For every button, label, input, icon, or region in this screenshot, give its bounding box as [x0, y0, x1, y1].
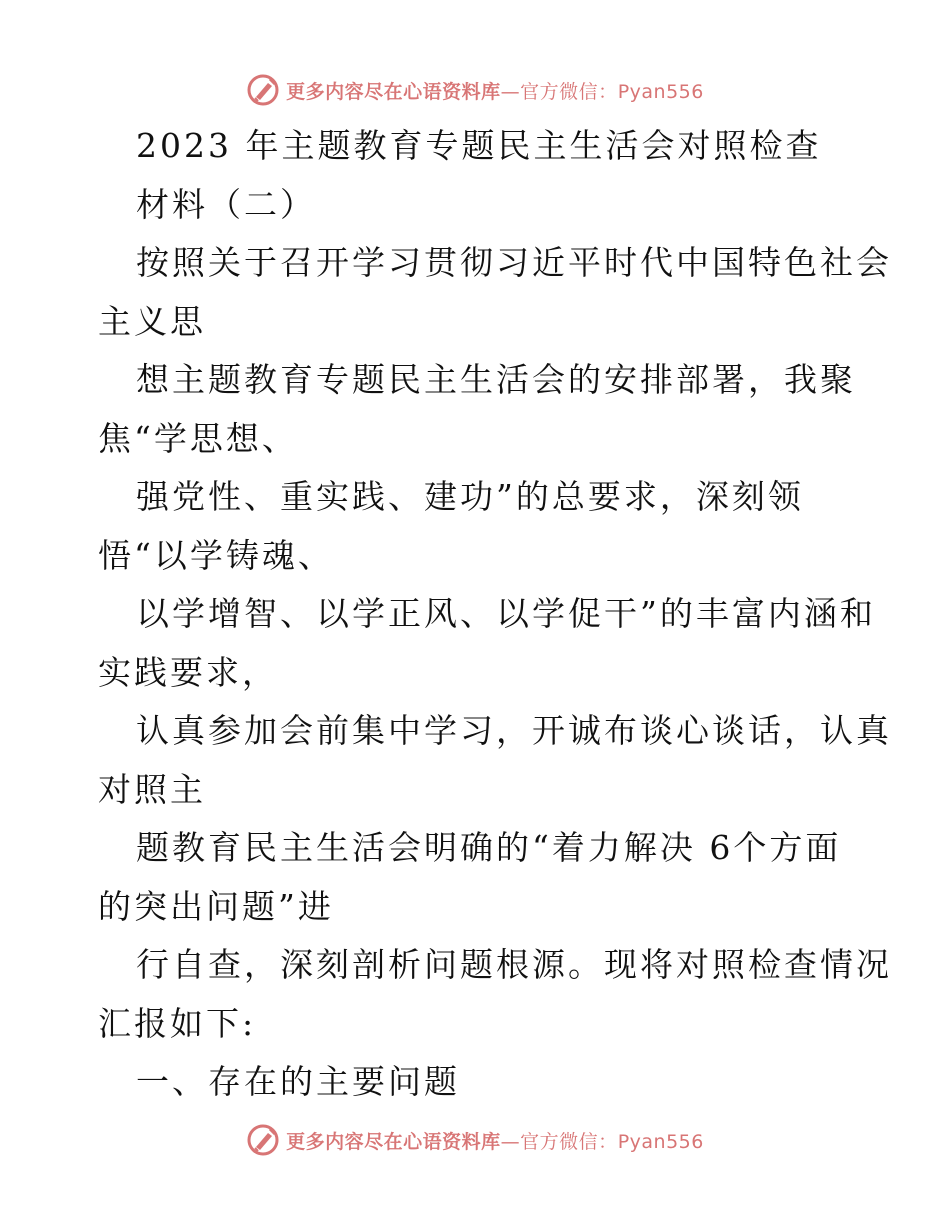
section-heading: 一、存在的主要问题 [136, 1062, 460, 1101]
watermark-brand: 更多内容尽在心语资料库 [286, 1130, 501, 1153]
paragraph-line: 行自查，深刻剖析问题根源。现将对照检查情况 [136, 945, 892, 984]
header-watermark [0, 70, 950, 110]
document-title-line-2: 材料（二） [136, 185, 316, 224]
paragraph-line: 悟“以学铸魂、 [98, 536, 334, 575]
paragraph-line: 认真参加会前集中学习，开诚布谈心谈话，认真 [136, 711, 892, 750]
watermark-brand: 更多内容尽在心语资料库 [286, 80, 501, 103]
paragraph-line: 题教育民主生活会明确的“着力解决 6个方面 [136, 828, 842, 867]
watermark-text [286, 77, 704, 104]
watermark-wechat-id: Pyan556 [617, 80, 704, 103]
paragraph-line: 主义思 [98, 302, 206, 341]
footer-watermark [0, 1120, 950, 1160]
watermark-separator: — [500, 80, 521, 103]
pen-logo-icon [246, 1123, 280, 1157]
paragraph-line: 想主题教育专题民主生活会的安排部署，我聚 [136, 360, 856, 399]
watermark-text [286, 1127, 704, 1154]
watermark-wechat-label: 官方微信： [520, 1130, 618, 1153]
watermark-separator: — [500, 1130, 521, 1153]
pen-logo-icon [246, 73, 280, 107]
watermark-wechat-label: 官方微信： [520, 80, 618, 103]
paragraph-line: 实践要求， [98, 653, 278, 692]
paragraph-line: 对照主 [98, 770, 206, 809]
paragraph-line: 的突出问题”进 [98, 887, 334, 926]
document-title-line-1: 2023 年主题教育专题民主生活会对照检查 [136, 126, 822, 165]
paragraph-line: 汇报如下: [98, 1004, 257, 1043]
paragraph-line: 以学增智、以学正风、以学促干”的丰富内涵和 [136, 594, 876, 633]
watermark-wechat-id: Pyan556 [617, 1130, 704, 1153]
paragraph-line: 焦“学思想、 [98, 419, 298, 458]
paragraph-line: 强党性、重实践、建功”的总要求，深刻领 [136, 477, 804, 516]
paragraph-line: 按照关于召开学习贯彻习近平时代中国特色社会 [136, 243, 892, 282]
